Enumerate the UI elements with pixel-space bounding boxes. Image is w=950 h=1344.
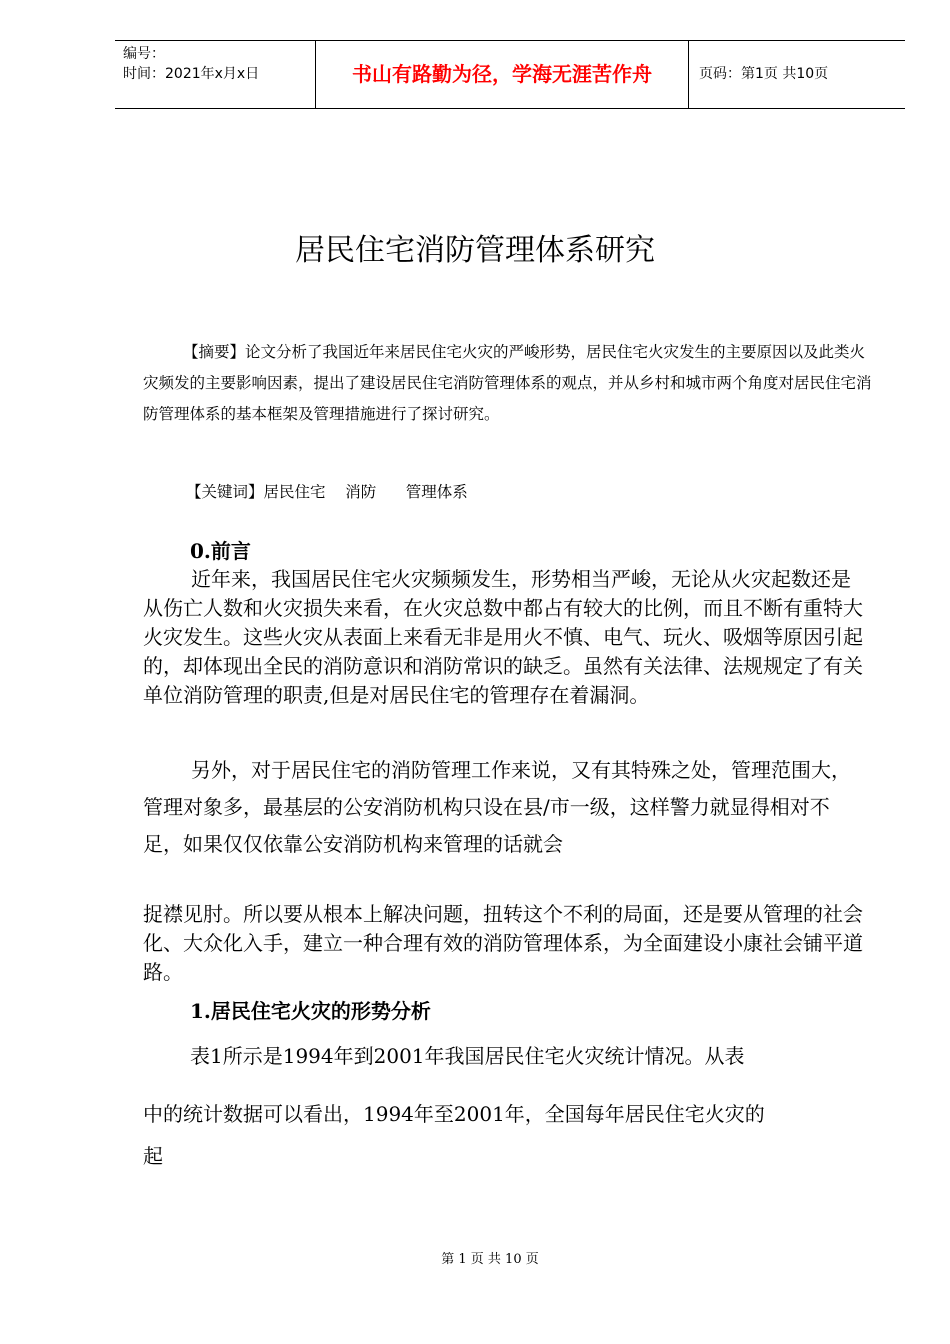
section-0-paragraph-3: 捉襟见肘。所以要从根本上解决问题，扭转这个不利的局面，还是要从管理的社会化、大众化入手，建立一种合理有效的消防管理体系，为全面建设小康社会铺平道路。 [143,902,863,984]
section-1-line-3: 起 [143,1144,163,1168]
section-1-heading: 1.居民住宅火灾的形势分析 [190,999,431,1023]
number-label: 编号： [123,46,165,62]
header-meta [115,41,315,108]
section-0-paragraph-2: 另外，对于居民住宅的消防管理工作来说，又有其特殊之处，管理范围大，管理对象多，最基层的公安消防机构只设在县/市一级，这样警力就显得相对不足，如果仅仅依靠公安消防机构来管理的话就会 [143,758,851,856]
time-label: 时间：2021年x月x日 [123,66,260,82]
section-1-line-1: 表1所示是1994年到2001年我国居民住宅火灾统计情况。从表 [190,1044,745,1068]
header-motto: 书山有路勤为径，学海无涯苦作舟 [315,41,689,108]
page-header [115,40,905,109]
document-title: 居民住宅消防管理体系研究 [295,233,655,268]
abstract: 【摘要】论文分析了我国近年来居民住宅火灾的严峻形势，居民住宅火灾发生的主要原因以及此类火灾频发的主要影响因素，提出了建设居民住宅消防管理体系的观点，并从乡村和城市两个角度对居民住宅消防管理体系的基本框架及管理措施进行了探讨研究。 [143,343,872,423]
keywords: 【关键词】居民住宅 消防 管理体系 [186,483,468,501]
section-0-heading: 0.前言 [190,539,251,563]
section-0-paragraph-1: 近年来，我国居民住宅火灾频频发生，形势相当严峻，无论从火灾起数还是从伤亡人数和火灾损失来看，在火灾总数中都占有较大的比例，而且不断有重特大火灾发生。这些火灾从表面上来看无非是用火不慎、电气、玩火、吸烟等原因引起的，却体现出全民的消防意识和消防常识的缺乏。虽然有关法律、法规规定了有关单位消防管理的职责,但是对居民住宅的管理存在着漏洞。 [143,567,863,707]
header-page-info: 页码：第1页 共10页 [699,66,829,82]
section-1-line-2: 中的统计数据可以看出，1994年至2001年，全国每年居民住宅火灾的 [143,1102,765,1126]
page-footer: 第 1 页 共 10 页 [441,1252,539,1267]
